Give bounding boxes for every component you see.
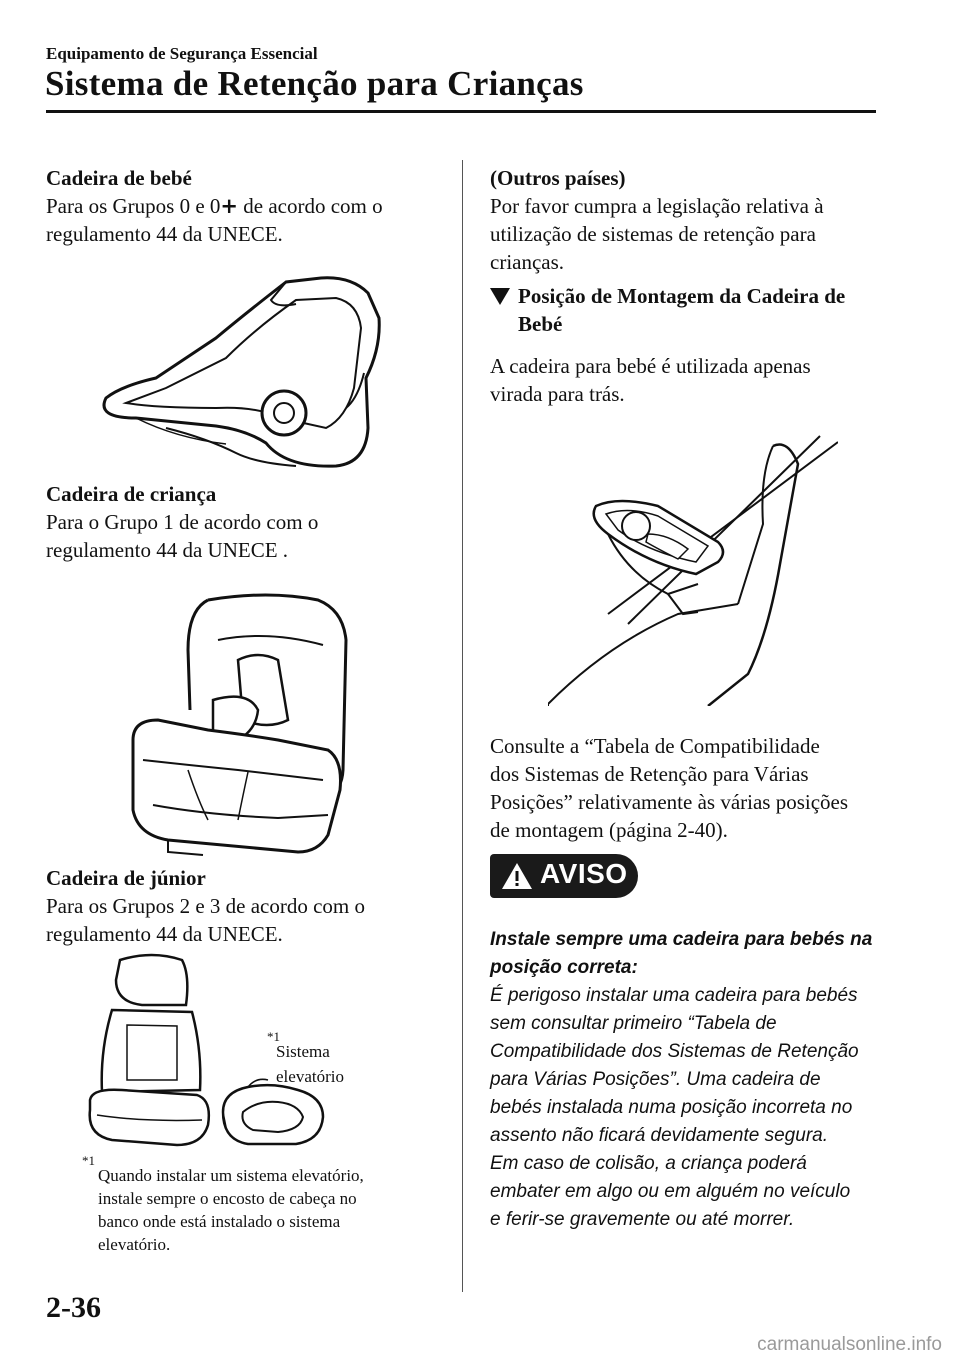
page-title: Sistema de Retenção para Crianças [45, 64, 584, 103]
baby-seat-text-line1: Para os Grupos 0 e 0+ de acordo com o [46, 194, 383, 218]
plus-icon: + [220, 194, 238, 218]
footnote-marker: *1 [82, 1153, 95, 1168]
column-divider [462, 160, 463, 1292]
warning-badge [490, 854, 638, 898]
section-label: Equipamento de Segurança Essencial [46, 44, 318, 63]
baby-seat-illustration [96, 268, 386, 474]
booster-label-line1: Sistema [276, 1042, 330, 1061]
junior-seat-illustration [82, 950, 214, 1150]
child-seat-illustration [128, 590, 350, 858]
baby-seat-heading: Cadeira de bebé [46, 166, 192, 190]
footnote-text: Quando instalar um sistema elevatório, instale sempre o encosto de cabeça no banco onde está instalado o sistema elevatório. [98, 1166, 364, 1254]
consult-text: Consulte a “Tabela de Compatibilidade dos Sistemas de Retenção para Várias Posições” relativamente às várias posições de montagem (página 2-40). [490, 734, 849, 842]
baby-seat-text-line2: regulamento 44 da UNECE. [46, 222, 283, 246]
header-rule [46, 110, 876, 113]
watermark: carmanualsonline.info [757, 1334, 942, 1355]
child-seat-section [46, 480, 446, 564]
junior-seat-text-line1: Para os Grupos 2 e 3 de acordo com o [46, 894, 365, 918]
warning-body: Instale sempre uma cadeira para bebés na posição correta: É perigoso instalar uma cadeira para bebés sem consultar primeiro “Tabela de Compatibilidade dos Sistemas de Retenção para Várias Posições”. Uma cadeira de bebés instalada numa posição incorreta no assento não ficará devidamente segura. Em caso de colisão, a criança poderá embater em algo ou em alguém no veículo e ferir-se gravemente ou até morrer. [490, 929, 873, 1230]
junior-seat-section [46, 864, 446, 948]
rear-facing-seat-illustration [548, 434, 838, 706]
page-number: 2-36 [46, 1291, 101, 1324]
baby-seat-section [46, 164, 446, 248]
child-seat-text-line1: Para o Grupo 1 de acordo com o [46, 510, 319, 534]
other-countries-section: (Outros países) Por favor cumpra a legislação relativa à utilização de sistemas de retenção para crianças. [490, 164, 880, 276]
warning-icon [500, 861, 534, 891]
other-countries-heading: (Outros países) [490, 166, 626, 190]
triangle-bullet-icon [490, 288, 510, 305]
booster-annotation-marker: *1 [267, 1029, 280, 1044]
warning-label: AVISO [540, 858, 628, 889]
junior-seat-heading: Cadeira de júnior [46, 866, 206, 890]
facing-text: A cadeira para bebé é utilizada apenas virada para trás. [490, 354, 811, 406]
child-seat-text-line2: regulamento 44 da UNECE . [46, 538, 289, 562]
booster-label-line2: elevatório [276, 1067, 344, 1086]
child-seat-heading: Cadeira de criança [46, 482, 217, 506]
junior-seat-text-line2: regulamento 44 da UNECE. [46, 922, 283, 946]
